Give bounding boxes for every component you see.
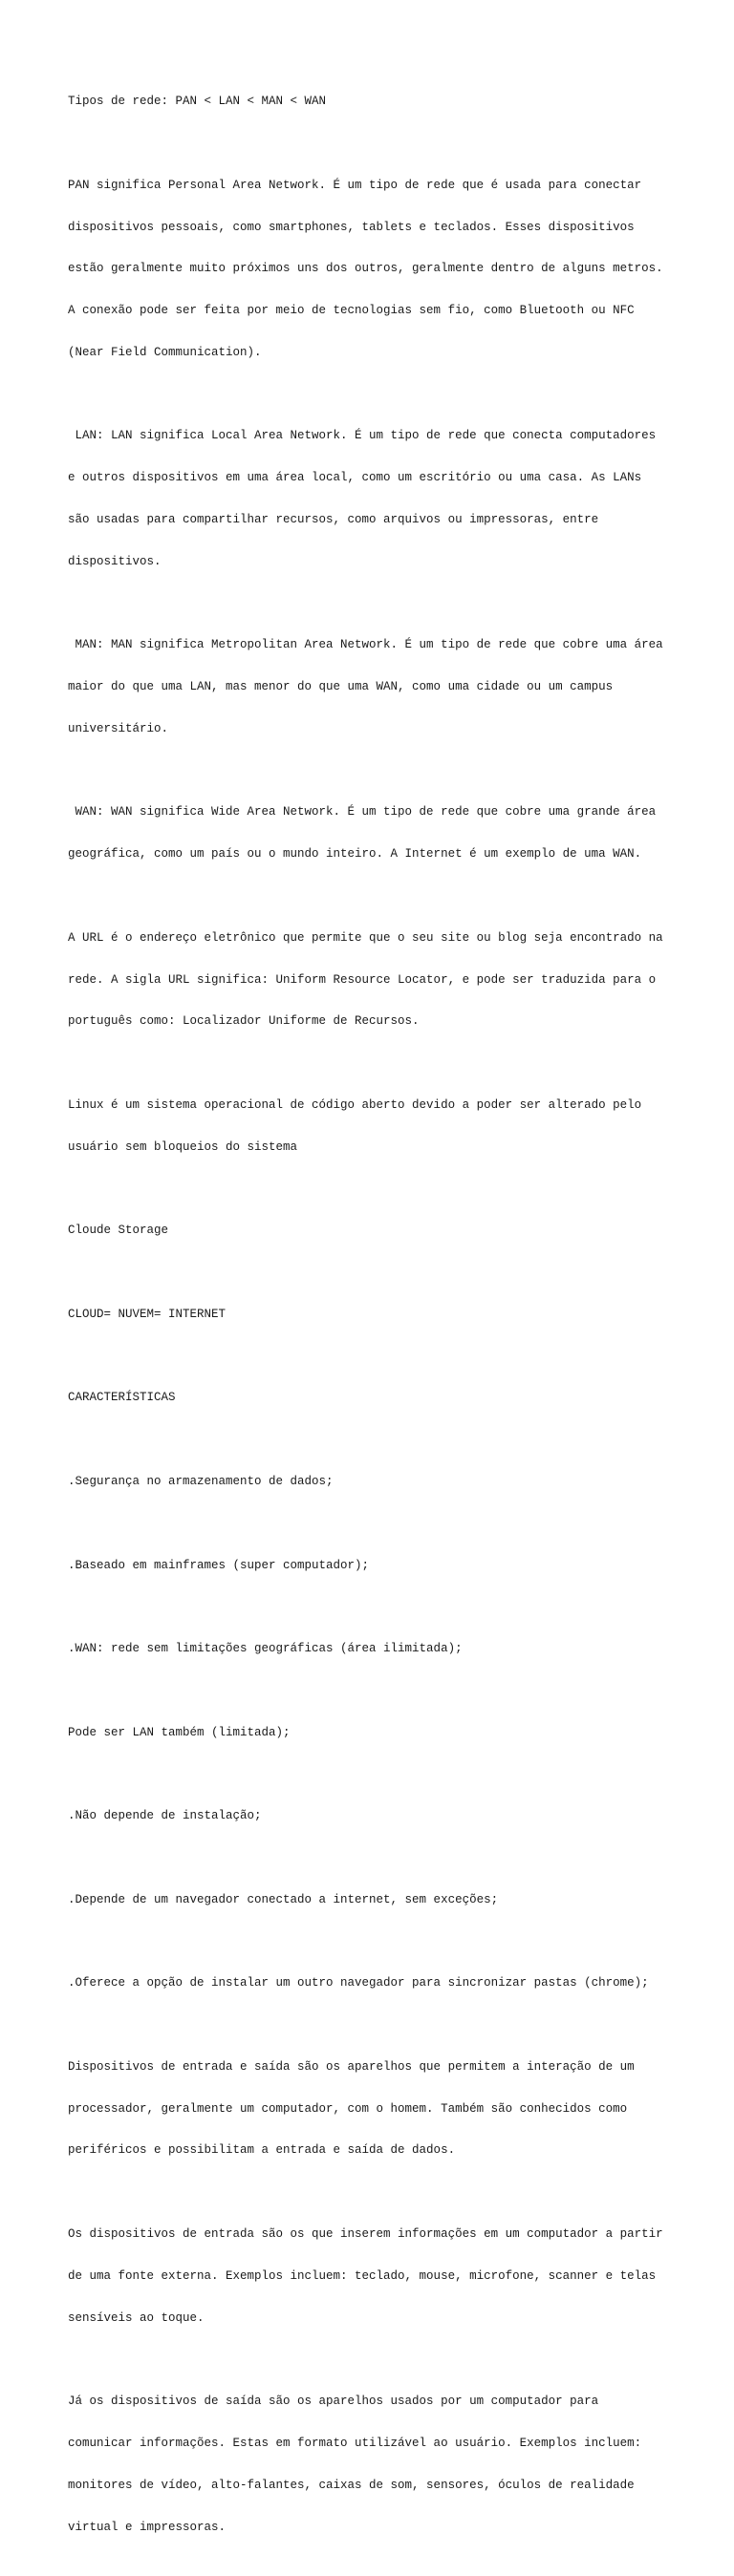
text-line: .Depende de um navegador conectado a internet, sem exceções; — [68, 1892, 499, 1906]
text-line: rede. A sigla URL significa: Uniform Resource Locator, e pode ser traduzida para o — [68, 972, 657, 987]
text-line: periféricos e possibilitam a entrada e saída de dados. — [68, 2143, 456, 2158]
heading-characteristics — [68, 1363, 680, 1433]
text-line: estão geralmente muito próximos uns dos outros, geralmente dentro de alguns metros. — [68, 262, 663, 276]
text-line: de uma fonte externa. Exemplos incluem: teclado, mouse, microfone, scanner e telas — [68, 2268, 657, 2283]
text-line: A URL é o endereço eletrônico que permite que o seu site ou blog seja encontrado na — [68, 930, 663, 945]
text-line: universitário. — [68, 721, 169, 735]
paragraph-io-devices — [68, 2033, 680, 2186]
text-line: PAN significa Personal Area Network. É um tipo de rede que é usada para conectar — [68, 178, 642, 192]
text-line: Dispositivos de entrada e saída são os aparelhos que permitem a interação de um — [68, 2059, 635, 2074]
document-page — [68, 67, 680, 2576]
text-line: A conexão pode ser feita por meio de tecnologias sem fio, como Bluetooth ou NFC — [68, 304, 635, 318]
text-line: (Near Field Communication). — [68, 345, 262, 359]
text-line: Cloude Storage — [68, 1224, 169, 1238]
text-line: virtual e impressoras. — [68, 2520, 227, 2534]
list-item-no-install — [68, 1781, 680, 1851]
heading-network-types — [68, 67, 680, 137]
list-item-wan — [68, 1614, 680, 1684]
text-line: são usadas para compartilhar recursos, como arquivos ou impressoras, entre — [68, 513, 599, 526]
text-line: sensíveis ao toque. — [68, 2310, 205, 2325]
text-line: MAN: MAN significa Metropolitan Area Network. É um tipo de rede que cobre uma área — [68, 638, 663, 652]
list-item-lan — [68, 1697, 680, 1767]
text-line: processador, geralmente um computador, com o homem. Também são conhecidos como — [68, 2101, 628, 2116]
text-line: dispositivos pessoais, como smartphones, tablets e teclados. Esses dispositivos — [68, 220, 635, 234]
text-line: LAN: LAN significa Local Area Network. É um tipo de rede que conecta computadores — [68, 429, 657, 443]
paragraph-lan — [68, 401, 680, 596]
text-line: Os dispositivos de entrada são os que inserem informações em um computador a partir — [68, 2227, 663, 2242]
text-line: dispositivos. — [68, 554, 162, 568]
paragraph-pan — [68, 151, 680, 388]
list-item-browser — [68, 1865, 680, 1935]
text-line: e outros dispositivos em uma área local, como um escritório ou uma casa. As LANs — [68, 471, 642, 485]
paragraph-input-devices — [68, 2200, 680, 2353]
text-line: Já os dispositivos de saída são os aparelhos usados por um computador para — [68, 2395, 599, 2409]
paragraph-man — [68, 610, 680, 764]
paragraph-output-devices — [68, 2367, 680, 2562]
list-item-security — [68, 1447, 680, 1517]
paragraph-linux — [68, 1071, 680, 1182]
list-item-mainframes — [68, 1530, 680, 1600]
text-line: usuário sem bloqueios do sistema — [68, 1139, 298, 1154]
text-line: Tipos de rede: PAN < LAN < MAN < WAN — [68, 95, 327, 109]
text-line: .Oferece a opção de instalar um outro navegador para sincronizar pastas (chrome); — [68, 1976, 649, 1991]
list-item-sync — [68, 1948, 680, 2018]
paragraph-wan — [68, 777, 680, 889]
text-line: Pode ser LAN também (limitada); — [68, 1725, 291, 1739]
text-line: .WAN: rede sem limitações geográficas (área ilimitada); — [68, 1642, 463, 1656]
paragraph-cloud-definition — [68, 1280, 680, 1350]
text-line: .Não depende de instalação; — [68, 1809, 262, 1823]
text-line: português como: Localizador Uniforme de Recursos. — [68, 1014, 420, 1029]
text-line: .Baseado em mainframes (super computador); — [68, 1558, 370, 1572]
text-line: comunicar informações. Estas em formato utilizável ao usuário. Exemplos incluem: — [68, 2436, 642, 2450]
text-line: geográfica, como um país ou o mundo inteiro. A Internet é um exemplo de uma WAN. — [68, 847, 642, 862]
text-line: maior do que uma LAN, mas menor do que uma WAN, como uma cidade ou um campus — [68, 680, 614, 694]
text-line: Linux é um sistema operacional de código aberto devido a poder ser alterado pelo — [68, 1097, 642, 1112]
text-line: WAN: WAN significa Wide Area Network. É um tipo de rede que cobre uma grande área — [68, 805, 657, 820]
text-line: monitores de vídeo, alto-falantes, caixas de som, sensores, óculos de realidade — [68, 2478, 635, 2492]
heading-cloud-storage — [68, 1196, 680, 1266]
text-line: CARACTERÍSTICAS — [68, 1391, 176, 1405]
paragraph-url — [68, 904, 680, 1057]
text-line: CLOUD= NUVEM= INTERNET — [68, 1307, 227, 1321]
text-line: .Segurança no armazenamento de dados; — [68, 1474, 334, 1488]
